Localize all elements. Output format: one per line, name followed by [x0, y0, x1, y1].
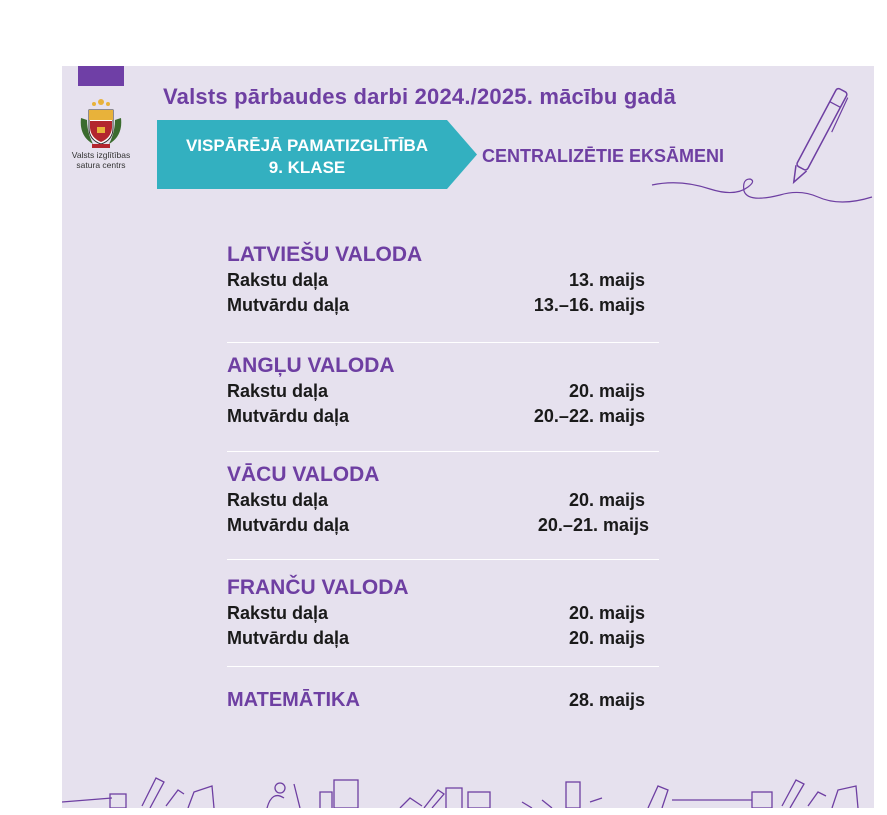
part-label: Rakstu daļa: [227, 270, 329, 290]
schedule-row: [227, 601, 659, 626]
logo-caption-line1: Valsts izglītības: [71, 150, 131, 160]
exam-date: 20. maijs: [568, 490, 645, 510]
exam-date: 28. maijs: [568, 690, 645, 710]
subject-name: LATVIEŠU VALODA: [227, 243, 423, 266]
education-level-banner: [157, 120, 477, 189]
schedule-row: [227, 268, 659, 293]
visc-logo: [62, 96, 140, 170]
logo-caption-line2: satura centrs: [76, 160, 126, 170]
page-title: Valsts pārbaudes darbi 2024./2025. mācību gadā: [163, 84, 676, 109]
part-label: Mutvārdu daļa: [227, 628, 350, 648]
subject-name: MATEMĀTIKA: [227, 689, 360, 711]
exam-date: 20.–22. maijs: [533, 406, 645, 426]
divider: [227, 559, 659, 560]
schedule-row: [227, 293, 659, 318]
part-label: Mutvārdu daļa: [227, 515, 350, 535]
subject-block: [227, 242, 659, 318]
top-accent-tab: [78, 66, 124, 86]
banner-grade: 9. KLASE: [268, 158, 346, 177]
part-label: Rakstu daļa: [227, 603, 329, 623]
exam-date: 13.–16. maijs: [533, 295, 645, 315]
part-label: Mutvārdu daļa: [227, 406, 350, 426]
exam-date: 20. maijs: [568, 603, 645, 623]
divider: [227, 342, 659, 343]
exam-date: 20.–21. maijs: [537, 515, 649, 535]
exam-date: 20. maijs: [568, 381, 645, 401]
divider: [227, 451, 659, 452]
subject-block: [227, 575, 659, 651]
math-row: [227, 686, 659, 714]
part-label: Mutvārdu daļa: [227, 295, 350, 315]
coat-of-arms-icon: [75, 96, 127, 150]
subject-name: ANGĻU VALODA: [227, 354, 395, 377]
schedule-row: [227, 404, 659, 429]
pen-icon: [640, 75, 875, 210]
part-label: Rakstu daļa: [227, 381, 329, 401]
subject-name: FRANČU VALODA: [227, 576, 409, 599]
exam-date: 13. maijs: [568, 270, 645, 290]
banner-level: VISPĀRĒJĀ PAMATIZGLĪTĪBA: [185, 136, 429, 155]
subject-name: VĀCU VALODA: [227, 463, 380, 486]
schedule-row: [227, 513, 659, 538]
stationery-doodles: [62, 770, 874, 808]
divider: [227, 666, 659, 667]
subject-block: [227, 353, 659, 429]
schedule-row: [227, 626, 659, 651]
exam-type-label: CENTRALIZĒTIE EKSĀMENI: [482, 146, 725, 166]
exam-date: 20. maijs: [568, 628, 645, 648]
schedule-row: [227, 379, 659, 404]
schedule-row: [227, 488, 659, 513]
subject-block: [227, 462, 659, 538]
part-label: Rakstu daļa: [227, 490, 329, 510]
